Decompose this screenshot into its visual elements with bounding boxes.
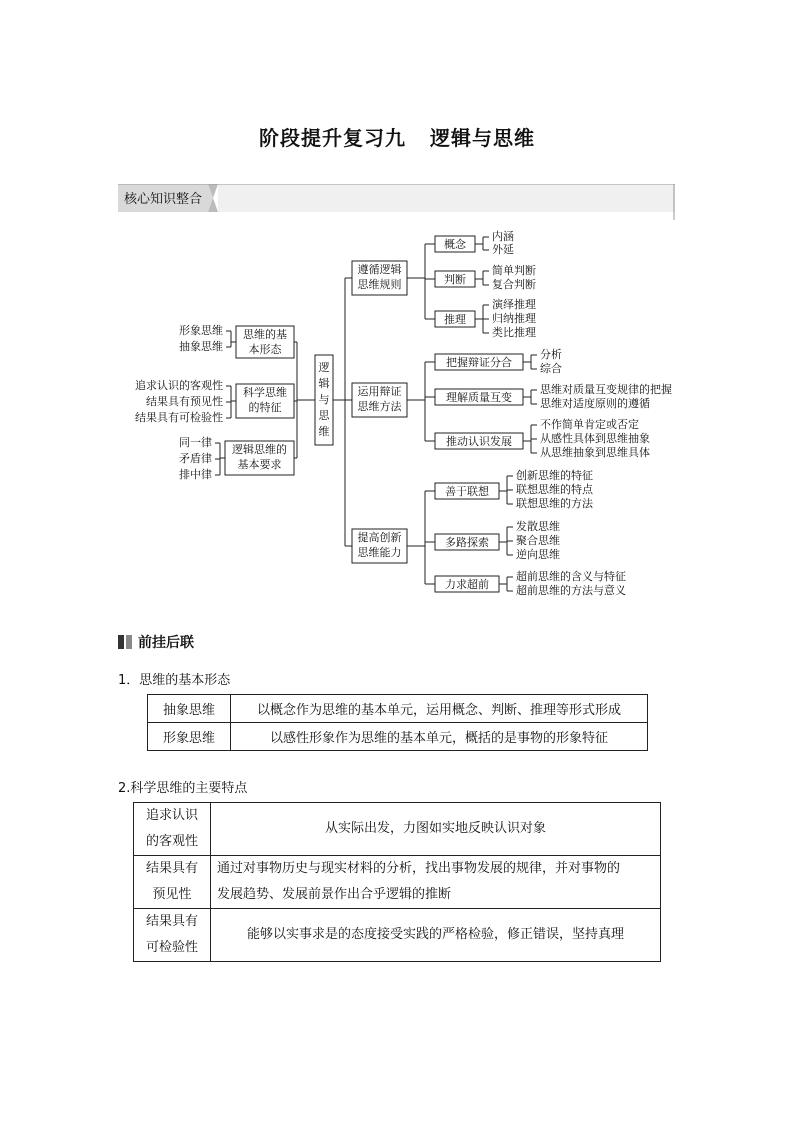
row-key-line: 预见性: [152, 887, 192, 902]
table-row: [134, 803, 661, 856]
row-key: [134, 909, 211, 962]
table-row: [148, 695, 648, 723]
table-scientific-thinking: [133, 802, 661, 962]
left-leaf: 结果具有预见性: [146, 395, 223, 408]
left-leaf: 结果具有可检验性: [135, 411, 223, 424]
sub-label: 把握辩证分合: [446, 356, 512, 369]
center-char: 逻: [318, 361, 330, 374]
row-key-line: 结果具有: [145, 914, 198, 929]
row-key-line: 可检验性: [145, 940, 198, 955]
right-leaf: 创新思维的特征: [516, 469, 593, 482]
right-leaf: 综合: [540, 362, 562, 375]
section-label: 前挂后联: [138, 635, 194, 651]
left-branch-label: 本形态: [248, 343, 282, 356]
right-branch-label: 思维能力: [357, 546, 402, 559]
row-key: [134, 803, 211, 856]
sub-label: 判断: [444, 273, 466, 286]
right-leaf: 演绎推理: [492, 298, 536, 311]
right-branch-label: 运用辩证: [357, 385, 402, 398]
table-row: [134, 909, 661, 962]
left-leaf: 形象思维: [179, 324, 223, 337]
right-leaf: 外延: [492, 243, 514, 256]
sub-label: 善于联想: [445, 485, 489, 498]
left-branch-label: 科学思维: [243, 386, 287, 399]
row-value-line: 能够以实事求是的态度接受实践的严格检验，修正错误，坚持真理: [246, 927, 624, 942]
right-leaf: 发散思维: [516, 520, 560, 533]
left-leaf: 排中律: [179, 468, 212, 481]
right-leaf: 内涵: [492, 230, 514, 243]
left-leaf: 抽象思维: [179, 340, 223, 353]
right-leaf: 分析: [540, 348, 562, 361]
section-mark-icon: [118, 635, 132, 649]
row-key-line: 结果具有: [145, 861, 198, 876]
row-key-line: 的客观性: [145, 834, 198, 849]
right-leaf: 简单判断: [492, 264, 536, 277]
row-value-line: 通过对事物历史与现实材料的分析，找出事物发展的规律，并对事物的: [217, 861, 621, 876]
right-leaf: 从感性具体到思维抽象: [540, 432, 650, 445]
heading-1: 1．思维的基本形态: [118, 673, 231, 688]
row-value: 以概念作为思维的基本单元，运用概念、判断、推理等形式形成: [231, 695, 648, 723]
right-branch-label: 提高创新: [357, 531, 402, 544]
banner-label: 核心知识整合: [124, 192, 203, 207]
right-leaf: 超前思维的方法与意义: [516, 584, 626, 597]
left-leaf: 同一律: [179, 436, 212, 449]
title-part1: 阶段提升复习九: [259, 126, 406, 150]
right-leaf: 不作简单肯定或否定: [540, 418, 639, 431]
center-char: 维: [318, 425, 330, 438]
center-char: 与: [318, 393, 330, 406]
left-leaf: 矛盾律: [179, 452, 212, 465]
right-branch-label: 思维规则: [357, 278, 402, 291]
left-branch-label: 的特征: [248, 401, 282, 414]
right-leaf: 聚合思维: [516, 534, 560, 547]
sub-label: 力求超前: [445, 578, 489, 591]
right-leaf: 逆向思维: [516, 548, 560, 561]
right-leaf: 从思维抽象到思维具体: [540, 446, 650, 459]
sub-label: 推动认识发展: [446, 435, 512, 448]
right-branch-label: 思维方法: [357, 400, 402, 413]
sub-label: 理解质量互变: [446, 391, 512, 404]
right-branch-label: 遵循逻辑: [357, 263, 402, 276]
row-value: 以感性形象作为思维的基本单元，概括的是事物的形象特征: [231, 723, 648, 751]
left-branch-label: 基本要求: [237, 458, 282, 471]
row-key: 抽象思维: [148, 695, 231, 723]
row-value-line: 发展趋势、发展前景作出合乎逻辑的推断: [217, 887, 452, 902]
right-leaf: 联想思维的特点: [516, 483, 593, 496]
table-row: [148, 723, 648, 751]
right-leaf: 思维对质量互变规律的把握: [540, 383, 672, 396]
right-leaf: 联想思维的方法: [516, 497, 593, 510]
table-row: [134, 856, 661, 909]
right-leaf: 超前思维的含义与特征: [516, 570, 626, 583]
row-key: 形象思维: [148, 723, 231, 751]
heading-2: 2.科学思维的主要特点: [118, 781, 248, 796]
left-branch-label: 逻辑思维的: [232, 443, 287, 456]
title-part2: 逻辑与思维: [430, 126, 535, 150]
center-char: 辑: [318, 377, 330, 390]
right-leaf: 归纳推理: [492, 312, 536, 325]
row-key: [134, 856, 211, 909]
left-leaf: 追求认识的客观性: [135, 379, 223, 392]
right-leaf: 类比推理: [492, 326, 536, 339]
row-key-line: 追求认识: [145, 808, 198, 823]
row-value: [211, 909, 661, 962]
left-branch-label: 思维的基: [243, 328, 287, 341]
sub-label: 推理: [444, 313, 466, 326]
table-thinking-forms: [147, 694, 648, 751]
center-char: 思: [318, 409, 330, 422]
sub-label: 多路探索: [445, 536, 489, 549]
right-leaf: 复合判断: [492, 278, 536, 291]
row-value: [211, 803, 661, 856]
sub-label: 概念: [444, 238, 466, 251]
row-value: [211, 856, 661, 909]
right-leaf: 思维对适度原则的遵循: [540, 397, 650, 410]
row-value-line: 从实际出发，力图如实地反映认识对象: [324, 821, 546, 836]
